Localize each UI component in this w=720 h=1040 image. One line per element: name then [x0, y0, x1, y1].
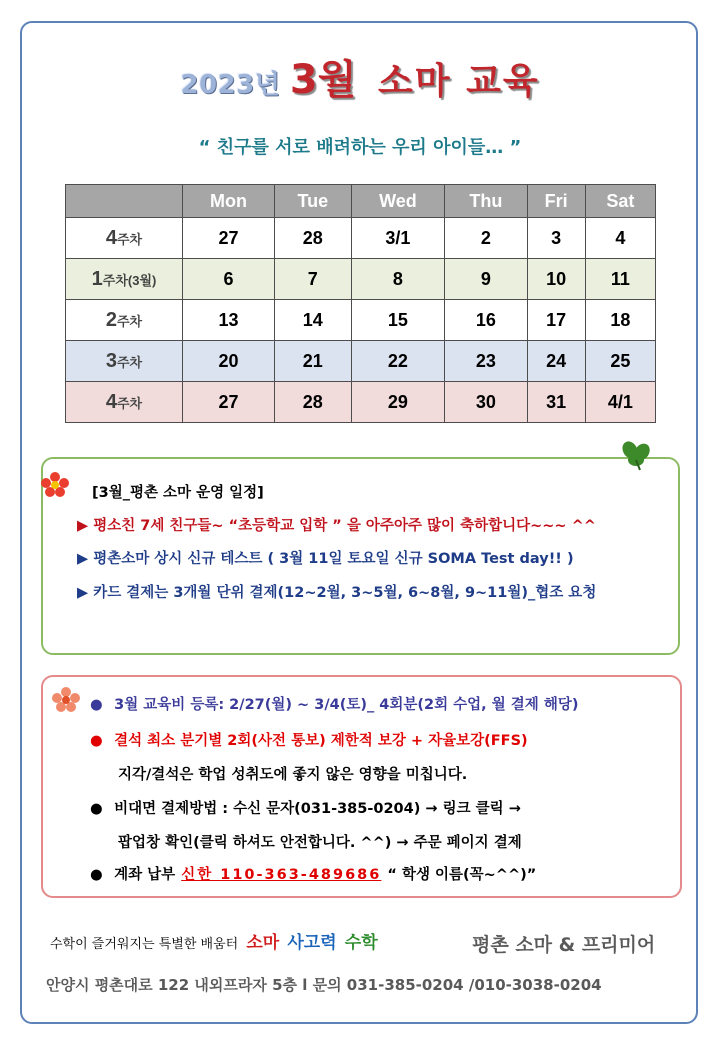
leaf-icon: [616, 438, 656, 474]
week-label: 1주차(3월): [66, 259, 183, 300]
day-header: Tue: [274, 185, 351, 218]
slogan: “ 친구를 서로 배려하는 우리 아이들… ”: [198, 137, 522, 158]
notice-absence-note: 지각/결석은 학업 성취도에 좋지 않은 영향을 미칩니다.: [118, 767, 468, 783]
date-cell: 8: [351, 259, 445, 300]
day-header: Mon: [183, 185, 275, 218]
notice-tuition: ● 3월 교육비 등록: 2/27(월) ~ 3/4(토)_ 4회분(2회 수업, 월 결제 해당): [90, 697, 579, 713]
week-label: 4주차: [66, 218, 183, 259]
bullet: ●: [90, 867, 103, 883]
date-cell: 3: [527, 218, 585, 259]
schedule-item: ▶ 평소친 7세 친구들~ “초등학교 입학 ” 을 아주아주 많이 축하합니다~~~ ^^: [77, 518, 596, 534]
week-label: 3주차: [66, 341, 183, 382]
calendar-header-row: [66, 185, 656, 218]
schedule-heading: [3월_평촌 소마 운영 일정]: [92, 485, 264, 501]
notice-payment-2: 팝업창 확인(클릭 하셔도 안전합니다. ^^) → 주문 페이지 결제: [118, 835, 522, 851]
date-cell: 25: [585, 341, 655, 382]
flower-icon: [51, 686, 81, 712]
schedule-item: ▶ 카드 결제는 3개월 단위 결제(12~2월, 3~5월, 6~8월, 9~11월)_협조 요청: [77, 585, 597, 601]
calendar-row: [66, 218, 656, 259]
calendar-row: [66, 382, 656, 423]
notice-account: ● 계좌 납부 신한 110-363-489686 “ 학생 이름(꼭~^^)”: [90, 867, 537, 883]
academy-name: 평촌 소마 & 프리미어: [472, 934, 656, 956]
date-cell: 15: [351, 300, 445, 341]
date-cell: 16: [445, 300, 527, 341]
date-cell: 7: [274, 259, 351, 300]
date-cell: 21: [274, 341, 351, 382]
bullet: ●: [90, 697, 103, 713]
page-title: [0, 48, 720, 105]
day-header: Sat: [585, 185, 655, 218]
date-cell: 28: [274, 382, 351, 423]
brand-math: 수학: [344, 933, 378, 953]
notice-absence: ● 결석 최소 분기별 2회(사전 통보) 제한적 보강 + 자율보강(FFS): [90, 733, 528, 749]
date-cell: 23: [445, 341, 527, 382]
date-cell: 30: [445, 382, 527, 423]
date-cell: 13: [183, 300, 275, 341]
date-cell: 29: [351, 382, 445, 423]
footer-tagline: 수학이 즐거워지는 특별한 배움터 소마 사고력 수학: [50, 933, 378, 953]
date-cell: 4/1: [585, 382, 655, 423]
flower-icon: [40, 471, 70, 497]
date-cell: 3/1: [351, 218, 445, 259]
date-cell: 11: [585, 259, 655, 300]
week-label: 4주차: [66, 382, 183, 423]
date-cell: 14: [274, 300, 351, 341]
account-number: 신한 110-363-489686: [181, 867, 382, 883]
title-year: 2023년: [180, 70, 281, 100]
calendar-table: [65, 184, 656, 423]
date-cell: 24: [527, 341, 585, 382]
title-name: 소마 교육: [377, 61, 540, 102]
brand-thinking: 사고력: [287, 933, 337, 953]
date-cell: 10: [527, 259, 585, 300]
date-cell: 27: [183, 218, 275, 259]
calendar-row: [66, 300, 656, 341]
date-cell: 27: [183, 382, 275, 423]
bullet: ●: [90, 801, 103, 817]
date-cell: 22: [351, 341, 445, 382]
date-cell: 28: [274, 218, 351, 259]
date-cell: 18: [585, 300, 655, 341]
date-cell: 2: [445, 218, 527, 259]
date-cell: 6: [183, 259, 275, 300]
date-cell: 17: [527, 300, 585, 341]
date-cell: 31: [527, 382, 585, 423]
notice-payment-1: ● 비대면 결제방법 : 수신 문자(031-385-0204) → 링크 클릭 →: [90, 801, 521, 817]
brand-soma: 소마: [246, 933, 280, 953]
schedule-item: ▶ 평촌소마 상시 신규 테스트 ( 3월 11일 토요일 신규 SOMA Test day!! ): [77, 551, 574, 567]
bullet: ●: [90, 733, 103, 749]
date-cell: 20: [183, 341, 275, 382]
day-header: Thu: [445, 185, 527, 218]
academy-address: 안양시 평촌대로 122 내외프라자 5층 l 문의 031-385-0204 /010-3038-0204: [46, 976, 602, 994]
date-cell: 4: [585, 218, 655, 259]
day-header: Fri: [527, 185, 585, 218]
calendar-row: [66, 259, 656, 300]
title-month: 3월: [289, 57, 357, 103]
week-label: 2주차: [66, 300, 183, 341]
date-cell: 9: [445, 259, 527, 300]
day-header: Wed: [351, 185, 445, 218]
calendar-corner: [66, 185, 183, 218]
calendar-row: [66, 341, 656, 382]
